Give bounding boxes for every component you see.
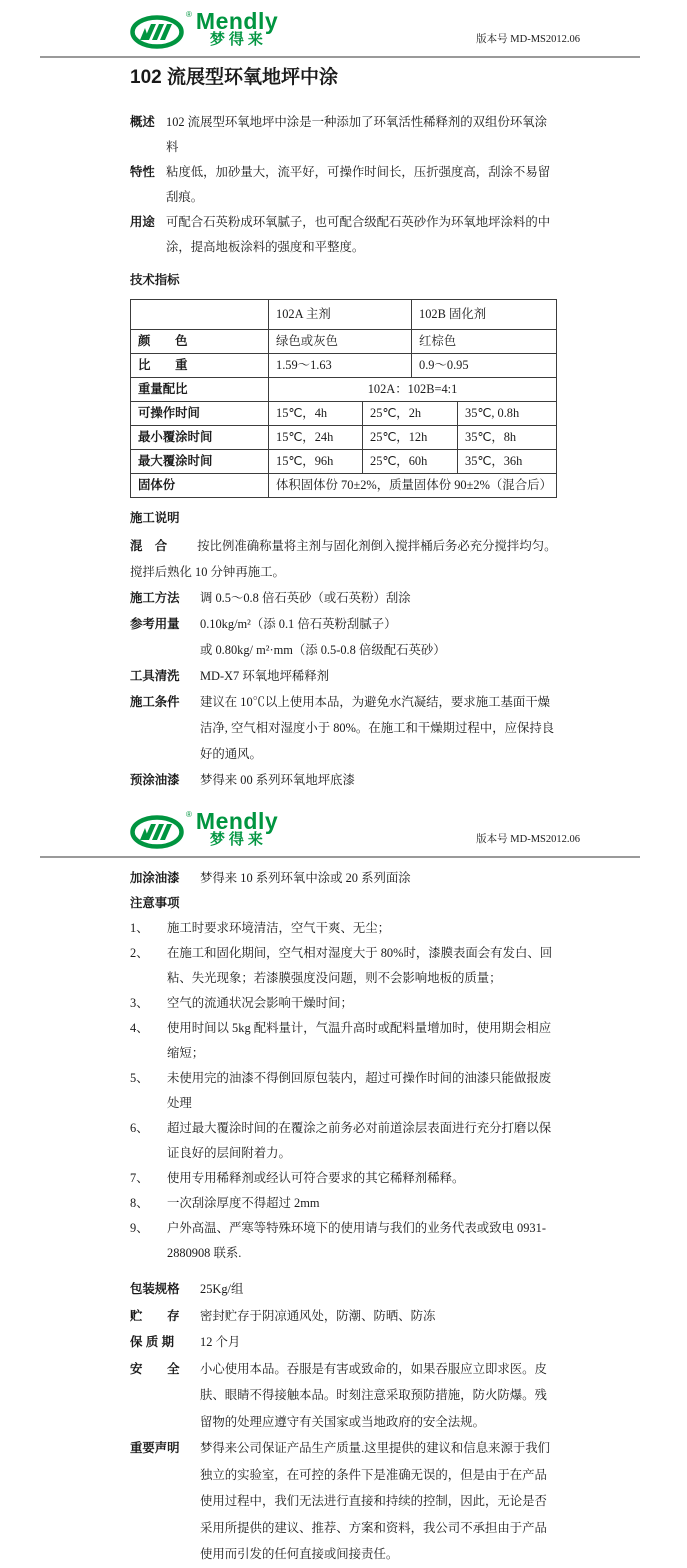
note-item (130, 1116, 557, 1166)
topcoat-label: 加涂油漆 (130, 871, 180, 885)
version-label: 版本号 MD-MS2012.06 (476, 34, 580, 45)
note-number: 1、 (130, 921, 149, 935)
min-recoat-label: 最小覆涂时间 (131, 426, 269, 450)
overview-label: 概述 (130, 115, 155, 129)
version-label: 版本号 MD-MS2012.06 (476, 834, 580, 845)
primer-row (130, 767, 557, 793)
note-text: 超过最大覆涂时间的在覆涂之前务必对前道涂层表面进行充分打磨以保证良好的层间附着力。 (167, 1121, 552, 1160)
header-rule (40, 856, 640, 858)
header-rule (40, 56, 640, 58)
registered-mark: ® (186, 810, 192, 819)
features-label: 特性 (130, 165, 155, 179)
col-102a-header: 102A 主剂 (269, 300, 412, 330)
method-row (130, 585, 557, 611)
note-item (130, 1016, 557, 1066)
pot-life-label: 可操作时间 (131, 402, 269, 426)
packing-text: 25Kg/组 (200, 1282, 244, 1296)
note-number: 8、 (130, 1196, 149, 1210)
conditions-row (130, 689, 557, 767)
table-row-pot-life (131, 402, 557, 426)
note-text: 户外高温、严寒等特殊环境下的使用请与我们的业务代表或致电 0931-2880908 联系. (167, 1221, 546, 1260)
table-corner-cell (131, 300, 269, 330)
note-item (130, 1191, 557, 1216)
safety-text: 小心使用本品。吞服是有害或致命的，如果吞服应立即求医。皮肤、眼睛不得接触本品。时刻注意采取预防措施，防火防爆。残留物的处理应遵守有关国家或当地政府的安全法规。 (200, 1361, 547, 1429)
document-title: 102 流展型环氧地坪中涂 (130, 67, 338, 88)
min-recoat-35c: 35℃，8h (458, 426, 557, 450)
usage-row (130, 210, 557, 260)
table-row-gravity (131, 354, 557, 378)
solids-value: 体积固体份 70±2%，质量固体份 90±2%（混合后） (269, 474, 557, 498)
pot-life-35c: 35℃, 0.8h (458, 402, 557, 426)
note-number: 9、 (130, 1221, 149, 1235)
brand-name-chinese: 梦得来 (209, 831, 267, 848)
storage-label: 贮 存 (130, 1308, 180, 1323)
note-text: 空气的流通状况会影响干燥时间； (167, 996, 353, 1010)
min-recoat-25c: 25℃，12h (363, 426, 458, 450)
color-b: 红棕色 (412, 330, 557, 354)
note-number: 7、 (130, 1171, 149, 1185)
note-text: 未使用完的油漆不得倒回原包装内，超过可操作时间的油漆只能做报废处理 (167, 1071, 552, 1110)
brand-name: Mendly (195, 808, 279, 834)
safety-row (130, 1356, 557, 1436)
ratio-value: 102A：102B=4:1 (269, 378, 557, 402)
page-2 (0, 800, 687, 1561)
gravity-a: 1.59～1.63 (269, 354, 412, 378)
method-text: 调 0.5～0.8 倍石英砂（或石英粉）刮涂 (200, 591, 411, 605)
notes-heading: 注意事项 (130, 896, 180, 910)
ratio-label: 重量配比 (131, 378, 269, 402)
packing-label: 包装规格 (130, 1282, 180, 1296)
max-recoat-15c: 15℃，96h (269, 450, 363, 474)
dosage-label: 参考用量 (130, 617, 180, 631)
dosage-row (130, 611, 557, 663)
col-102b-header: 102B 固化剂 (412, 300, 557, 330)
mixing-text: 按比例准确称量将主剂与固化剂倒入搅拌桶后务必充分搅拌均匀。搅拌后熟化 10 分钟再施工。 (130, 539, 557, 579)
primer-text: 梦得来 00 系列环氧地坪底漆 (200, 773, 355, 787)
max-recoat-35c: 35℃，36h (458, 450, 557, 474)
registered-mark: ® (186, 10, 192, 19)
pot-life-25c: 25℃，2h (363, 402, 458, 426)
note-item (130, 1066, 557, 1116)
note-text: 施工时要求环境清洁，空气干爽、无尘； (167, 921, 391, 935)
note-item (130, 916, 557, 941)
table-row-ratio (131, 378, 557, 402)
brand-wordmark (195, 808, 279, 848)
dosage-line1: 0.10kg/m²（添 0.1 倍石英粉刮腻子） (200, 617, 397, 631)
table-row-solids (131, 474, 557, 498)
page1-content (130, 66, 557, 793)
mixing-paragraph (130, 533, 557, 585)
shelf-life-label: 保 质 期 (130, 1335, 175, 1349)
mendly-logo-icon (130, 13, 188, 50)
note-number: 4、 (130, 1021, 149, 1035)
brand-name-chinese: 梦得来 (209, 31, 267, 48)
shelf-life-text: 12 个月 (200, 1335, 241, 1349)
overview-text: 102 流展型环氧地坪中涂是一种添加了环氧活性稀释剂的双组份环氧涂料 (166, 115, 548, 154)
note-number: 5、 (130, 1071, 149, 1085)
shelf-life-row (130, 1329, 557, 1356)
storage-text: 密封贮存于阴凉通风处，防潮、防晒、防冻 (200, 1308, 436, 1323)
statement-row (130, 1435, 557, 1568)
note-item (130, 991, 557, 1016)
overview-row (130, 110, 557, 160)
gravity-label: 比 重 (131, 354, 269, 378)
pot-life-15c: 15℃，4h (269, 402, 363, 426)
packing-row (130, 1276, 557, 1303)
note-text: 使用时间以 5kg 配料量计，气温升高时或配料量增加时，使用期会相应缩短； (167, 1021, 552, 1060)
cleaning-row (130, 663, 557, 689)
brand-wordmark (195, 8, 279, 48)
brand-name: Mendly (195, 8, 279, 34)
table-row-color (131, 330, 557, 354)
note-text: 一次刮涂厚度不得超过 2mm (167, 1196, 320, 1210)
max-recoat-label: 最大覆涂时间 (131, 450, 269, 474)
spec-block (130, 1276, 557, 1568)
usage-text: 可配合石英粉成环氧腻子，也可配合级配石英砂作为环氧地坪涂料的中涂，提高地板涂料的强度和平整度。 (166, 215, 551, 254)
conditions-label: 施工条件 (130, 695, 180, 709)
topcoat-row (130, 866, 557, 891)
note-item (130, 941, 557, 991)
table-row-min-recoat (131, 426, 557, 450)
note-number: 3、 (130, 996, 149, 1010)
dosage-line2: 或 0.80kg/ m²·mm（添 0.5-0.8 倍级配石英砂） (200, 643, 446, 657)
color-label: 颜 色 (131, 330, 269, 354)
note-number: 2、 (130, 946, 149, 960)
note-text: 使用专用稀释剂或经认可符合要求的其它稀释剂稀释。 (167, 1171, 465, 1185)
topcoat-text: 梦得来 10 系列环氧中涂或 20 系列面涂 (200, 871, 411, 885)
features-text: 粘度低，加砂量大，流平好，可操作时间长，压折强度高，刮涂不易留刮痕。 (166, 165, 551, 204)
max-recoat-25c: 25℃，60h (363, 450, 458, 474)
page-header (0, 0, 687, 50)
primer-label: 预涂油漆 (130, 773, 180, 787)
mendly-logo (130, 8, 279, 50)
page2-content (130, 866, 557, 1568)
min-recoat-15c: 15℃，24h (269, 426, 363, 450)
mendly-logo (130, 808, 279, 850)
mixing-label: 混 合 (130, 539, 168, 553)
table-header-row (131, 300, 557, 330)
note-text: 在施工和固化期间，空气相对湿度大于 80%时，漆膜表面会有发白、回粘、失光现象；若漆膜强度没问题，则不会影响地板的质量； (167, 946, 553, 985)
cleaning-label: 工具清洗 (130, 669, 180, 683)
gravity-b: 0.9～0.95 (412, 354, 557, 378)
mendly-logo-icon (130, 813, 188, 850)
cleaning-text: MD-X7 环氧地坪稀释剂 (200, 669, 330, 683)
construction-heading: 施工说明 (130, 511, 180, 525)
note-item (130, 1216, 557, 1266)
statement-text: 梦得来公司保证产品生产质量.这里提供的建议和信息来源于我们独立的实验室，在可控的条件下是准确无误的，但是由于在产品使用过程中，我们无法进行直接和持续的控制，因此，无论是否采用所提供的建议、推荐、方案和资料，我公司不承担由于产品使用而引发的任何直接或间接责任。 (200, 1441, 551, 1561)
note-number: 6、 (130, 1121, 149, 1135)
table-row-max-recoat (131, 450, 557, 474)
page-header (0, 800, 687, 850)
tech-specs-table (130, 299, 557, 498)
statement-label: 重要声明 (130, 1441, 180, 1455)
tech-specs-heading: 技术指标 (130, 273, 180, 287)
method-label: 施工方法 (130, 591, 180, 605)
conditions-text: 建议在 10℃以上使用本品，为避免水汽凝结，要求施工基面干燥洁净, 空气相对湿度小于 80%。在施工和干燥期过程中，应保持良好的通风。 (200, 695, 555, 761)
safety-label: 安 全 (130, 1361, 180, 1376)
storage-row (130, 1303, 557, 1330)
features-row (130, 160, 557, 210)
dosage-text (200, 611, 557, 663)
solids-label: 固体份 (131, 474, 269, 498)
usage-label: 用途 (130, 215, 155, 229)
color-a: 绿色或灰色 (269, 330, 412, 354)
note-item (130, 1166, 557, 1191)
